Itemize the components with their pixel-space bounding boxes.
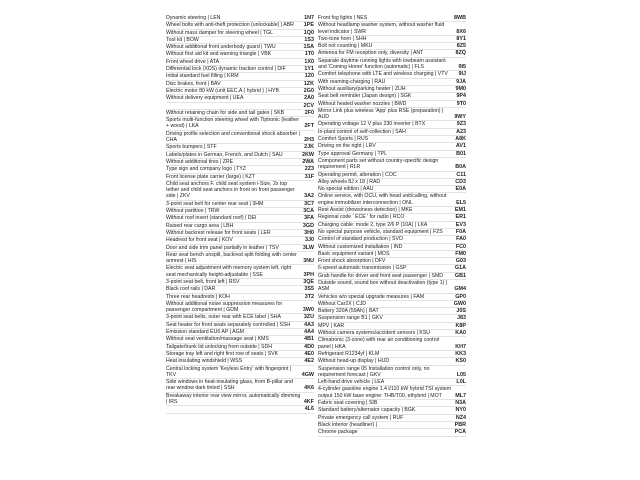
option-row (318, 151, 466, 158)
option-code: 8Y1 (456, 35, 466, 42)
option-description: Two-tone horn | SHH (318, 35, 367, 42)
option-code: 9P4 (456, 93, 466, 100)
equipment-list-right (318, 15, 466, 437)
option-code: E0A (455, 186, 466, 193)
option-row (318, 337, 466, 351)
option-row (318, 265, 466, 272)
option-description: Standard battery/alternator capacity | BGK (318, 407, 416, 414)
option-code: 2CV (303, 102, 314, 109)
option-description: 6-speed automatic transmission | GSP (318, 265, 407, 272)
option-description: Antenna for FM reception only, diversity | ANT (318, 50, 424, 57)
option-code: 3H0 (304, 229, 314, 236)
option-row (166, 351, 314, 358)
option-code: 2KW (302, 151, 314, 158)
option-description: Front wheel drive | ATA (166, 58, 220, 65)
option-code: 1T0 (304, 51, 314, 58)
option-row (318, 129, 466, 136)
option-description: Without partition | TRW (166, 208, 220, 215)
option-description: Storage tray left and right first row of seats | SVK (166, 350, 279, 357)
option-description: Without auxiliary/parking heater | ZUH (318, 85, 406, 92)
option-description: Suspension range B1 | GKV (318, 315, 383, 322)
option-description: Front shock absorption | DFV (318, 258, 386, 265)
option-code: 4K6 (304, 385, 314, 392)
option-description: Outside sound, sound box without deactivation (type 1) | ASM (318, 279, 448, 293)
option-row (318, 108, 466, 122)
option-row (166, 379, 314, 393)
option-row (318, 43, 466, 50)
option-description: Driving profile selection and conventional shock absorber | CHA (166, 130, 300, 144)
option-code: 3QE (303, 278, 314, 285)
option-description: Wheel bolts with anti-theft protection (unlockable) | ABR (166, 22, 294, 29)
option-code: 8ZQ (455, 50, 466, 57)
option-description: Tool kit | BOW (166, 36, 199, 43)
option-code: 4GW (301, 371, 314, 378)
option-code: 3C7 (304, 200, 314, 207)
option-code: KA0 (455, 330, 466, 337)
option-code: 31F (304, 173, 314, 180)
option-code: 3T2 (304, 293, 314, 300)
option-row (166, 230, 314, 237)
option-description: Vehicles w/o special upgrade measures | FAM (318, 293, 425, 300)
option-row (166, 15, 314, 22)
option-row (166, 344, 314, 351)
option-row (318, 258, 466, 265)
option-code: 9IJ (458, 71, 466, 78)
option-description: Comfort telephone with LTE and wireless charging | VTV (318, 71, 448, 78)
option-row (318, 193, 466, 207)
option-description: No special purpose vehicle, standard equipment | FZS (318, 228, 443, 235)
option-row (318, 58, 466, 72)
option-code: NY0 (455, 407, 466, 414)
option-row (318, 136, 466, 143)
option-row (318, 236, 466, 243)
option-row (318, 15, 466, 22)
option-description: Side windows in heat-insulating glass, from B-pillar and rear window dark tinted | SSH (166, 379, 293, 392)
option-description: Basic equipment variant | MOS (318, 250, 390, 257)
option-description: Breakaway interior rear view mirror, automatically dimming | IRS (166, 392, 301, 406)
option-row (318, 244, 466, 251)
option-description: Left-hand drive vehicle | LEA (318, 379, 385, 386)
option-description: Without mass damper for steering wheel | TGL (166, 29, 274, 36)
option-row (318, 294, 466, 301)
option-description: Private emergency call system | RUF (318, 414, 404, 421)
option-description: Climatronic (3-zone) with rear air conditioning control panel | HKA (318, 337, 440, 350)
option-code: 4B1 (304, 336, 314, 343)
option-code: ML7 (455, 392, 466, 399)
option-description: Disc brakes, front | BAV (166, 80, 221, 87)
option-code: EV3 (455, 221, 466, 228)
option-code: 1ZK (303, 80, 314, 87)
option-row (166, 314, 314, 321)
option-description: Electric motor 80 kW (unit EEC.A ( hybrid ) | HYB (166, 87, 279, 94)
option-code: 9Z3 (456, 121, 466, 128)
option-description: Online service, with OCU, with head unit/calling, without engine immobilizer interconnection | ONL (318, 193, 447, 206)
option-description: Headrest for front seat | KOV (166, 237, 233, 244)
option-row (166, 223, 314, 230)
option-row (166, 159, 314, 166)
option-row (166, 73, 314, 80)
option-code: 9T0 (456, 100, 466, 107)
option-description: Without head-up display | HUD (318, 358, 390, 365)
option-row (318, 172, 466, 179)
option-description: Separate daytime running lights with lowbeam assistant and 'Coming Home' function (automatic) | FLS (318, 57, 446, 71)
option-row (166, 22, 314, 29)
option-code: 2FT (304, 123, 314, 130)
option-description: 3-point seat belt, front left | RSV (166, 278, 240, 285)
option-row (166, 174, 314, 181)
option-description: Without headlamp washer system, without washer fluid level indicator | SWR (318, 22, 445, 35)
option-description: Grab handle for driver and front seat passenger | SMD (318, 272, 444, 279)
option-row (318, 158, 466, 172)
option-row (166, 301, 314, 315)
option-row (166, 44, 314, 51)
option-description: Rear seat bench unsplit, backrest split folding with center armrest | HIS (166, 251, 297, 265)
option-code: GP0 (455, 293, 466, 300)
option-code: 3ZU (303, 314, 314, 321)
option-row (166, 329, 314, 336)
option-code: GB1 (454, 272, 466, 279)
option-code: PCA (454, 429, 466, 436)
option-row (318, 315, 466, 322)
option-row (166, 286, 314, 293)
option-code: GW0 (453, 300, 466, 307)
option-code: 4E0 (304, 350, 314, 357)
option-description: Mirror Link plus wireless 'App' plus RSE (preparation) | AUD (318, 107, 444, 121)
option-row (166, 201, 314, 208)
option-description: Alloy wheels 8J x 18 | RAD (318, 178, 381, 185)
option-code: B0A (455, 164, 466, 171)
option-row (166, 166, 314, 173)
option-description: Seat belt reminder (Japan design) | SGK (318, 93, 412, 100)
option-description: Without first aid kit and warning triangle | VBK (166, 51, 272, 58)
option-code: 1Q0 (303, 29, 314, 36)
option-description: Tailgate/trunk lid unlocking from outside | SDH (166, 343, 273, 350)
option-description: Regional code ' ECE ' for radio | RCO (318, 214, 405, 221)
option-code: KK3 (455, 350, 466, 357)
option-description: Suspension range 05 Installation control only, no requirement forecast | GKV (318, 365, 430, 378)
option-row (166, 95, 314, 102)
option-row (318, 86, 466, 93)
option-code: 2H3 (304, 137, 314, 144)
option-row (166, 294, 314, 301)
option-row (166, 30, 314, 37)
option-description: Without customized installation | IND (318, 243, 403, 250)
option-row (166, 279, 314, 286)
option-row (318, 280, 466, 294)
option-row (318, 71, 466, 78)
option-row (166, 322, 314, 329)
option-row (318, 214, 466, 221)
option-code: 4A4 (304, 329, 314, 336)
option-description: Door and side trim panel partially in leather | TSV (166, 244, 279, 251)
option-description: Without seat ventilation/massage seat | KMS (166, 336, 269, 343)
option-row (166, 252, 314, 266)
option-description: Three rear headrests | KOH (166, 293, 230, 300)
option-code: 1N7 (304, 15, 314, 21)
option-description: Without delivery equipment | UEA (166, 95, 244, 102)
option-row (166, 88, 314, 95)
option-code: F0A (455, 228, 466, 235)
option-code: 8Z5 (456, 43, 466, 50)
option-code: KH7 (455, 343, 466, 350)
option-row (318, 79, 466, 86)
option-code: 9WY (454, 114, 466, 121)
option-row (318, 101, 466, 108)
option-code: B01 (456, 150, 466, 157)
option-row (166, 208, 314, 215)
option-row (166, 103, 314, 110)
option-description: Central locking system 'Keyless Entry' with fingerprint | TKV (166, 365, 292, 378)
option-row (318, 273, 466, 280)
option-code: 9M0 (455, 85, 466, 92)
option-description: Refrigerant R1234yf | KLM (318, 350, 380, 357)
option-code: 4L6 (304, 406, 314, 413)
option-code: 3FA (304, 215, 314, 222)
option-description: Control of standard production | SVO (318, 236, 403, 243)
option-description: Chrome package (318, 429, 358, 436)
option-row (166, 406, 314, 413)
option-description: With roaming-charging | RAU (318, 78, 386, 85)
option-description: 3-point seat belts, outer rear with ECE label | SHA (166, 314, 281, 321)
option-row (318, 186, 466, 193)
option-row (166, 181, 314, 201)
option-row (166, 144, 314, 151)
option-code: 3CA (303, 208, 314, 215)
option-description: Electric seat adjustment with memory system left, right seat mechanically height-adjustable | SSE (166, 265, 292, 278)
option-description: Operating permit, alteration | COC (318, 171, 397, 178)
option-code: 8WB (454, 15, 466, 21)
option-description: Sports bumpers | STF (166, 144, 217, 151)
option-row (166, 215, 314, 222)
option-row (318, 323, 466, 330)
option-description: Raised rear cargo area | LBH (166, 222, 234, 229)
option-description: Fabric seat covering | SIB (318, 400, 378, 407)
option-row (318, 351, 466, 358)
option-code: 3J0 (305, 237, 314, 244)
option-row (166, 265, 314, 279)
option-code: ER1 (455, 214, 466, 221)
option-code: 3NU (303, 258, 314, 265)
option-code: A23 (456, 128, 466, 135)
option-code: FC0 (455, 243, 466, 250)
option-row (318, 330, 466, 337)
option-description: Initial standard fuel filling | KRM (166, 73, 239, 80)
option-description: Black roof rails | DAR (166, 286, 216, 293)
option-description: 3-point seat belt for center rear seat | 3HM (166, 200, 264, 207)
option-row (318, 50, 466, 57)
equipment-list-left (166, 15, 314, 414)
option-code: 4E2 (304, 358, 314, 365)
option-row (318, 143, 466, 150)
option-row (318, 386, 466, 400)
option-description: Without camera systems/accident sensors | KSU (318, 330, 431, 337)
option-description: Comfort Sports | RUS (318, 136, 369, 143)
option-description: Type approval Germany | TPL (318, 150, 388, 157)
option-code: 1S3 (304, 36, 314, 43)
option-description: Component parts set without country-specific design requirement | RLR (318, 157, 439, 171)
option-row (318, 93, 466, 100)
option-description: Without additional front underbody guard | TWU (166, 44, 276, 51)
option-row (318, 301, 466, 308)
option-row (318, 379, 466, 386)
option-code: NZ4 (455, 414, 466, 421)
option-description: Operating voltage 12 V plus 230 inverter | BTX (318, 121, 426, 128)
option-code: FA0 (456, 236, 466, 243)
option-row (318, 22, 466, 36)
option-code: 4D0 (304, 343, 314, 350)
option-description: Driving on the right | LRV (318, 143, 376, 150)
option-code: 3W0 (302, 307, 314, 314)
option-row (318, 407, 466, 414)
option-row (318, 179, 466, 186)
option-description: Black interior (headliner) | (318, 421, 378, 428)
option-description: Labels/plates in German, French, and Dutch | SAU (166, 151, 283, 158)
option-row (318, 366, 466, 380)
option-code: 4A3 (304, 321, 314, 328)
option-description: Front fog lights | NES (318, 15, 368, 21)
option-description: Type sign and company logo | TYZ (166, 166, 246, 173)
option-description: Rest Assist (drowsiness detection) | MKE (318, 207, 413, 214)
option-code: EL5 (456, 199, 466, 206)
option-description: Without backrest release for front seats | LER (166, 229, 271, 236)
option-description: Without retaining chain for side and tail gates | SKB (166, 109, 285, 116)
option-code: 1Y1 (304, 66, 314, 73)
option-description: Front license plate carrier (large) | KZT (166, 173, 255, 180)
option-description: No special edition | AAU (318, 186, 374, 193)
option-code: J83 (457, 315, 466, 322)
option-row (166, 131, 314, 145)
option-code: 3LW (302, 244, 314, 251)
option-description: Without Car2X | CJD (318, 300, 367, 307)
option-code: EM1 (454, 207, 466, 214)
option-row (318, 207, 466, 214)
option-row (318, 36, 466, 43)
option-row (166, 358, 314, 365)
option-row (318, 222, 466, 229)
option-description: Bolt not counting | MKU (318, 43, 373, 50)
option-description: 4-cylinder gasoline engine 1.4 l/110 kW hybrid TSI system output 150 kW base engine: THB/T00, ethybrid | MOT (318, 386, 452, 399)
option-code: 9JA (456, 78, 466, 85)
option-description: MPV | KAR (318, 322, 345, 329)
option-row (166, 59, 314, 66)
option-row (318, 308, 466, 315)
option-code: J0S (456, 308, 466, 315)
option-code: 1SA (303, 44, 314, 51)
option-row (166, 366, 314, 380)
option-description: Heat insulating windshield | WSS (166, 358, 243, 365)
option-row (166, 37, 314, 44)
option-description: In-plant control of self-collection | SAH (318, 128, 406, 135)
option-row (318, 429, 466, 436)
option-description: Child seat anchors F. child seat system i-Size, 2x top tether and child seat anchors in front on front passenger side | ZKV (166, 180, 295, 200)
option-code: 2G0 (303, 87, 314, 94)
option-code: 8X6 (456, 28, 466, 35)
option-description: Differential lock (XDS) dynamic traction control | DIF (166, 66, 286, 73)
option-description: Charging cable: mode 2, type 2/6 P (10A) | LKA (318, 221, 428, 228)
option-row (166, 152, 314, 159)
option-code: 1Z0 (304, 73, 314, 80)
option-description: Seat heater for front seats separately controlled | SSH (166, 321, 291, 328)
option-code: 3A2 (304, 193, 314, 200)
option-row (166, 110, 314, 117)
option-row (166, 393, 314, 407)
option-row (166, 245, 314, 252)
option-row (166, 336, 314, 343)
option-description: Without additional tires | ZRE (166, 158, 234, 165)
option-description: Without roof insert (standard roof) | DEI (166, 215, 257, 222)
option-row (166, 81, 314, 88)
option-row (166, 117, 314, 131)
option-row (318, 251, 466, 258)
option-code: 2WA (302, 158, 314, 165)
option-code: G03 (455, 258, 466, 265)
option-row (318, 121, 466, 128)
option-description: Battery 320A (59Ah) | BAT (318, 308, 379, 315)
option-code: C11 (456, 171, 466, 178)
option-code: G1A (454, 265, 466, 272)
option-code: AV1 (455, 143, 466, 150)
option-row (166, 237, 314, 244)
option-description: Sports multi-function steering wheel with Tiptronic (leather + wood) | LKA (166, 117, 299, 130)
option-code: 4KF (303, 399, 314, 406)
option-row (166, 66, 314, 73)
option-code: CD3 (455, 178, 466, 185)
option-row (318, 229, 466, 236)
option-code: 3GD (302, 222, 314, 229)
option-code: 2F0 (304, 109, 314, 116)
option-code: L0L (456, 379, 466, 386)
option-row (318, 358, 466, 365)
option-row (318, 422, 466, 429)
option-row (318, 400, 466, 407)
option-row (318, 415, 466, 422)
option-description: Emission standard EU6 AP | AGM (166, 329, 244, 336)
option-code: GM4 (454, 286, 466, 293)
option-description: Without additional noise suppression measures for passenger compartment | GDM (166, 300, 283, 314)
option-code: N3A (455, 400, 466, 407)
option-code: A8K (455, 136, 466, 143)
option-code: 2JK (304, 144, 314, 151)
option-row (166, 51, 314, 58)
option-code: 2A0 (304, 95, 314, 102)
option-code: PBR (454, 421, 466, 428)
option-code: L05 (456, 371, 466, 378)
option-description: Without heated washer nozzles | BWD (318, 100, 407, 107)
option-code: 3S5 (304, 286, 314, 293)
option-code: 1X0 (304, 58, 314, 65)
option-code: K8P (455, 322, 466, 329)
option-code: 3PH (303, 271, 314, 278)
option-code: FM0 (455, 250, 466, 257)
option-code: 1PE (303, 22, 314, 29)
option-code: 9I5 (458, 64, 466, 71)
option-description: Dynamic steering | LEN (166, 15, 221, 21)
option-code: KS0 (455, 358, 466, 365)
option-code: 2Z3 (304, 166, 314, 173)
